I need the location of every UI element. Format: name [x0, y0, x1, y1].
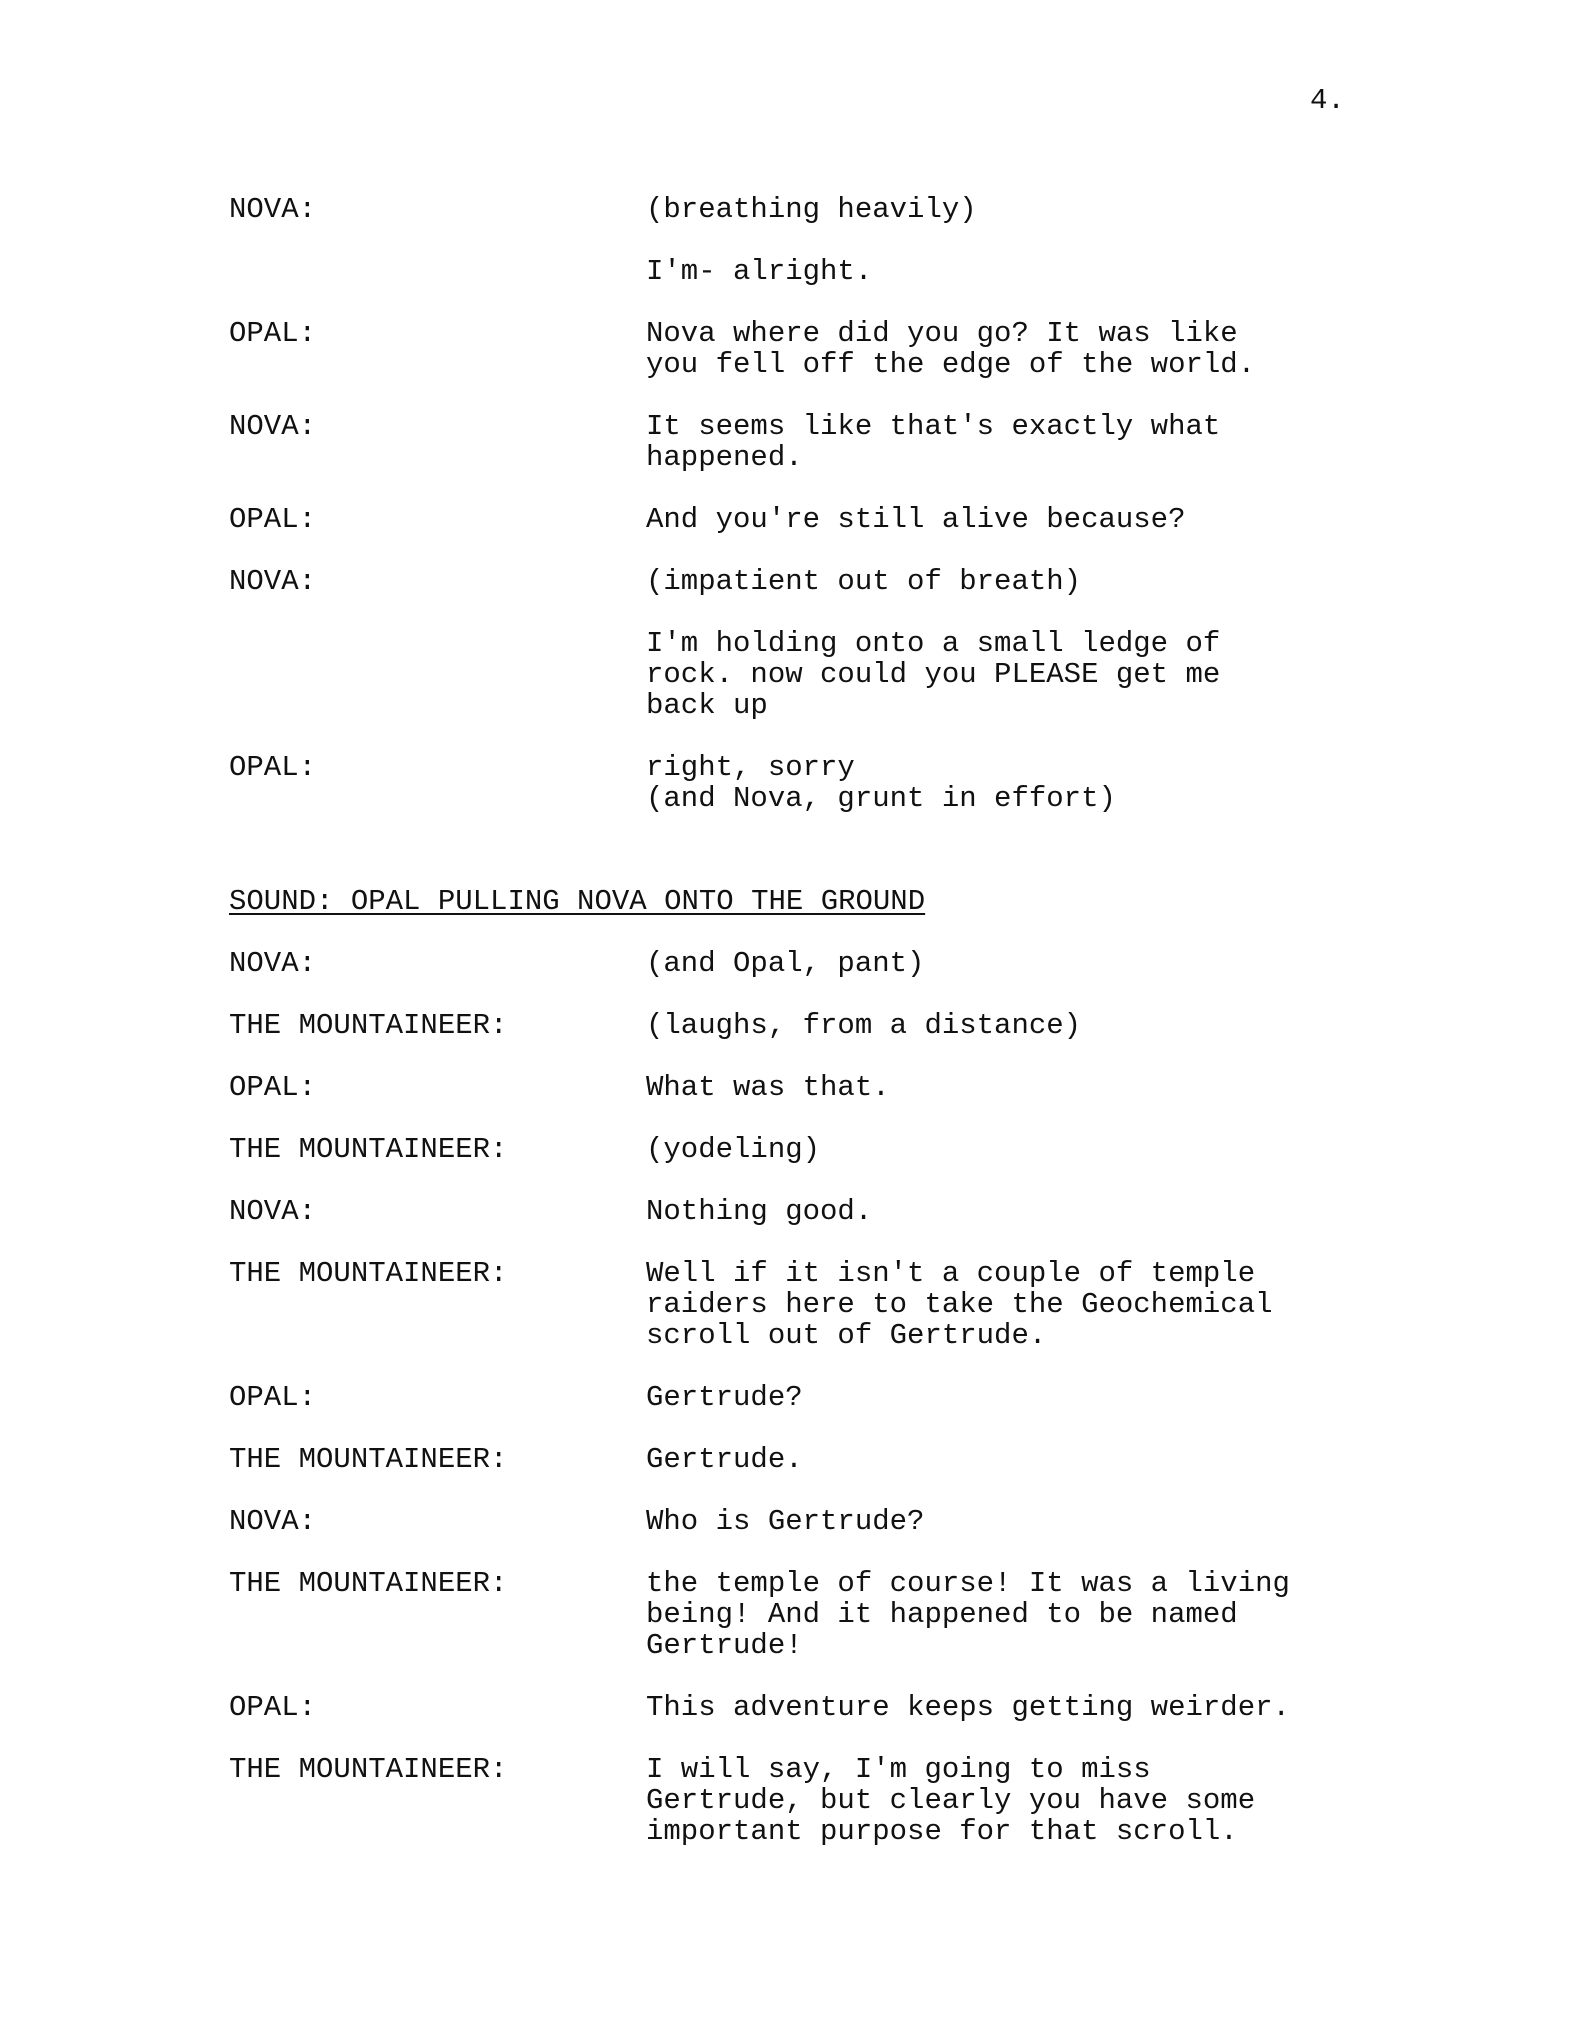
- page-number: 4.: [1310, 84, 1345, 117]
- speaker-name: THE MOUNTAINEER:: [229, 1753, 508, 1786]
- speaker-name: OPAL:: [229, 1071, 317, 1104]
- dialogue-line: Gertrude.: [646, 1443, 803, 1476]
- dialogue-line: (laughs, from a distance): [646, 1009, 1082, 1042]
- dialogue-line: being! And it happened to be named: [646, 1598, 1238, 1631]
- speaker-name: THE MOUNTAINEER:: [229, 1133, 508, 1166]
- dialogue-line: scroll out of Gertrude.: [646, 1319, 1047, 1352]
- dialogue-line: Nothing good.: [646, 1195, 873, 1228]
- speaker-name: NOVA:: [229, 1195, 317, 1228]
- dialogue-line: Gertrude, but clearly you have some: [646, 1784, 1256, 1817]
- dialogue-line: This adventure keeps getting weirder.: [646, 1691, 1290, 1724]
- dialogue-line: What was that.: [646, 1071, 890, 1104]
- speaker-name: OPAL:: [229, 317, 317, 350]
- dialogue-line: I'm holding onto a small ledge of: [646, 627, 1221, 660]
- speaker-name: OPAL:: [229, 1381, 317, 1414]
- speaker-name: OPAL:: [229, 503, 317, 536]
- dialogue-line: (impatient out of breath): [646, 565, 1082, 598]
- dialogue-line: (and Nova, grunt in effort): [646, 782, 1116, 815]
- speaker-name: NOVA:: [229, 410, 317, 443]
- dialogue-line: you fell off the edge of the world.: [646, 348, 1256, 381]
- dialogue-line: Who is Gertrude?: [646, 1505, 925, 1538]
- speaker-name: NOVA:: [229, 1505, 317, 1538]
- dialogue-line: I will say, I'm going to miss: [646, 1753, 1151, 1786]
- speaker-name: OPAL:: [229, 1691, 317, 1724]
- dialogue-line: the temple of course! It was a living: [646, 1567, 1290, 1600]
- dialogue-line: back up: [646, 689, 768, 722]
- dialogue-line: right, sorry: [646, 751, 855, 784]
- dialogue-line: raiders here to take the Geochemical: [646, 1288, 1273, 1321]
- speaker-name: THE MOUNTAINEER:: [229, 1009, 508, 1042]
- sound-cue: SOUND: OPAL PULLING NOVA ONTO THE GROUND: [229, 885, 926, 918]
- dialogue-line: (breathing heavily): [646, 193, 977, 226]
- speaker-name: NOVA:: [229, 565, 317, 598]
- dialogue-line: Well if it isn't a couple of temple: [646, 1257, 1256, 1290]
- dialogue-line: I'm- alright.: [646, 255, 873, 288]
- dialogue-line: happened.: [646, 441, 803, 474]
- speaker-name: THE MOUNTAINEER:: [229, 1257, 508, 1290]
- dialogue-line: And you're still alive because?: [646, 503, 1186, 536]
- dialogue-line: Nova where did you go? It was like: [646, 317, 1238, 350]
- dialogue-line: (and Opal, pant): [646, 947, 925, 980]
- dialogue-line: It seems like that's exactly what: [646, 410, 1221, 443]
- speaker-name: OPAL:: [229, 751, 317, 784]
- dialogue-line: (yodeling): [646, 1133, 821, 1166]
- dialogue-line: Gertrude?: [646, 1381, 803, 1414]
- speaker-name: THE MOUNTAINEER:: [229, 1567, 508, 1600]
- dialogue-line: Gertrude!: [646, 1629, 803, 1662]
- speaker-name: THE MOUNTAINEER:: [229, 1443, 508, 1476]
- speaker-name: NOVA:: [229, 193, 317, 226]
- speaker-name: NOVA:: [229, 947, 317, 980]
- dialogue-line: important purpose for that scroll.: [646, 1815, 1238, 1848]
- dialogue-line: rock. now could you PLEASE get me: [646, 658, 1221, 691]
